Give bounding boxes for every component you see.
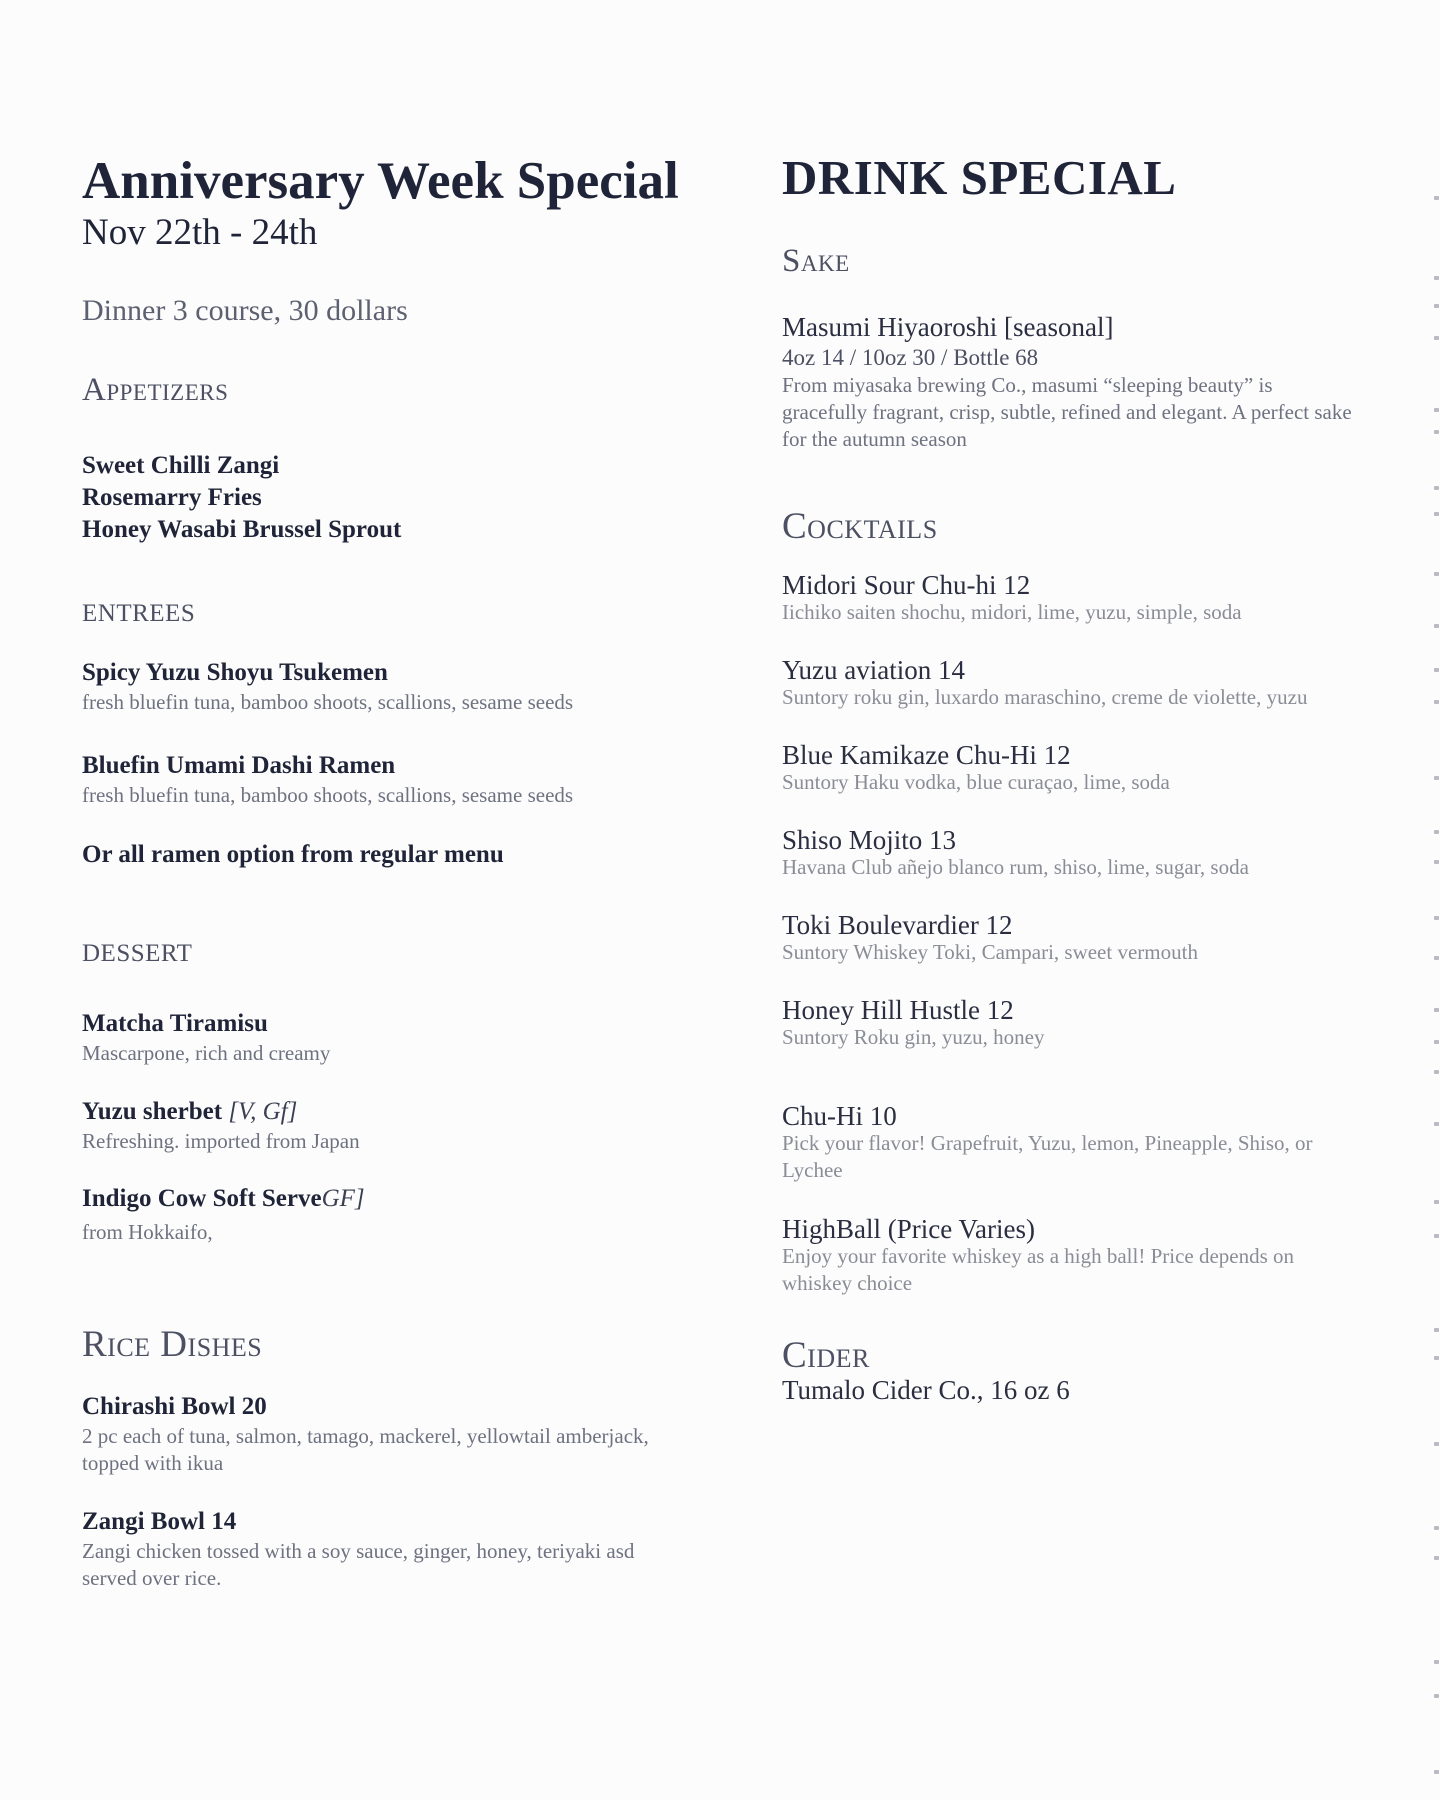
cocktail-item (782, 742, 1362, 796)
rice-name: Zangi Bowl 14 (82, 1508, 237, 1535)
dessert-desc: Mascarpone, rich and creamy (82, 1041, 331, 1065)
appetizer-item: Rosemarry Fries (82, 484, 262, 511)
dessert-name: Yuzu sherbet [V, Gf] (82, 1098, 298, 1125)
entrees-heading: ENTREES (82, 600, 196, 627)
entree-desc: fresh bluefin tuna, bamboo shoots, scallions, sesame seeds (82, 690, 574, 714)
rice-desc: Zangi chicken tossed with a soy sauce, ginger, honey, teriyaki asd served over rice. (82, 1539, 635, 1590)
cocktail-desc: Pick your flavor! Grapefruit, Yuzu, lemon, Pineapple, Shiso, or Lychee (782, 1131, 1313, 1182)
drink-special-title: DRINK SPECIAL (782, 150, 1177, 205)
dietary-note: [V, Gf] (228, 1098, 298, 1125)
clipped-page-edge (1434, 0, 1440, 1800)
cocktail-name: Blue Kamikaze Chu-Hi 12 (782, 740, 1071, 770)
dessert-desc: from Hokkaifo, (82, 1220, 213, 1244)
sake-prices: 4oz 14 / 10oz 30 / Bottle 68 (782, 345, 1039, 370)
cocktail-desc: Suntory roku gin, luxardo maraschino, creme de violette, yuzu (782, 685, 1308, 709)
dessert-heading: DESSERT (82, 940, 193, 967)
dessert-name: Matcha Tiramisu (82, 1010, 268, 1037)
cocktail-name: Honey Hill Hustle 12 (782, 995, 1014, 1025)
cocktail-item (782, 997, 1362, 1051)
page-title: Anniversary Week Special (82, 152, 679, 210)
entree-item (82, 657, 722, 716)
entree-desc: fresh bluefin tuna, bamboo shoots, scallions, sesame seeds (82, 783, 574, 807)
cocktail-item (782, 657, 1362, 711)
sake-name: Masumi Hiyaoroshi [seasonal] (782, 312, 1114, 342)
ramen-alt-option: Or all ramen option from regular menu (82, 841, 504, 868)
cocktail-name: Chu-Hi 10 (782, 1101, 897, 1131)
appetizer-item: Sweet Chilli Zangi (82, 452, 280, 479)
sake-desc: From miyasaka brewing Co., masumi “sleeping beauty” is gracefully fragrant, crisp, subtle, refined and elegant. A perfect sake for the autumn season (782, 373, 1352, 451)
entree-item (82, 750, 722, 809)
rice-dishes-heading: Rice Dishes (82, 1324, 263, 1365)
appetizer-item: Honey Wasabi Brussel Sprout (82, 516, 402, 543)
cocktail-name: Yuzu aviation 14 (782, 655, 965, 685)
dessert-name: Indigo Cow Soft ServeGF] (82, 1185, 365, 1212)
cocktail-item (782, 572, 1362, 626)
entree-name: Bluefin Umami Dashi Ramen (82, 752, 396, 779)
cocktail-item (782, 827, 1362, 881)
cocktail-desc: Enjoy your favorite whiskey as a high ball! Price depends on whiskey choice (782, 1244, 1295, 1295)
dessert-item (82, 1096, 722, 1155)
cocktail-desc: Suntory Whiskey Toki, Campari, sweet vermouth (782, 940, 1198, 964)
cider-item: Tumalo Cider Co., 16 oz 6 (782, 1375, 1070, 1405)
cider-heading: Cider (782, 1335, 870, 1376)
dinner-intro: Dinner 3 course, 30 dollars (82, 294, 408, 327)
cocktail-item (782, 912, 1362, 966)
cocktail-name: Toki Boulevardier 12 (782, 910, 1013, 940)
date-range: Nov 22th - 24th (82, 212, 318, 253)
cocktail-name: Midori Sour Chu-hi 12 (782, 570, 1031, 600)
cocktail-desc: Iichiko saiten shochu, midori, lime, yuzu, simple, soda (782, 600, 1242, 624)
rice-desc: 2 pc each of tuna, salmon, tamago, mackerel, yellowtail amberjack, topped with ikua (82, 1424, 649, 1475)
dessert-desc: Refreshing. imported from Japan (82, 1129, 360, 1153)
rice-item (82, 1391, 672, 1477)
appetizers-heading: Appetizers (82, 372, 229, 408)
cocktail-name: HighBall (Price Varies) (782, 1214, 1035, 1244)
cocktails-heading: Cocktails (782, 506, 938, 547)
cocktail-item (782, 1103, 1362, 1184)
rice-name: Chirashi Bowl 20 (82, 1393, 267, 1420)
sake-heading: Sake (782, 243, 850, 279)
cocktail-name: Shiso Mojito 13 (782, 825, 957, 855)
cocktail-desc: Suntory Haku vodka, blue curaçao, lime, soda (782, 770, 1170, 794)
cocktail-item (782, 1216, 1362, 1297)
cocktail-desc: Havana Club añejo blanco rum, shiso, lime, sugar, soda (782, 855, 1249, 879)
rice-item (82, 1506, 672, 1592)
entree-name: Spicy Yuzu Shoyu Tsukemen (82, 659, 388, 686)
dietary-note: GF] (321, 1185, 365, 1212)
cocktail-desc: Suntory Roku gin, yuzu, honey (782, 1025, 1045, 1049)
dessert-item (82, 1008, 722, 1067)
dessert-item (82, 1183, 722, 1246)
appetizers-list (82, 450, 401, 546)
